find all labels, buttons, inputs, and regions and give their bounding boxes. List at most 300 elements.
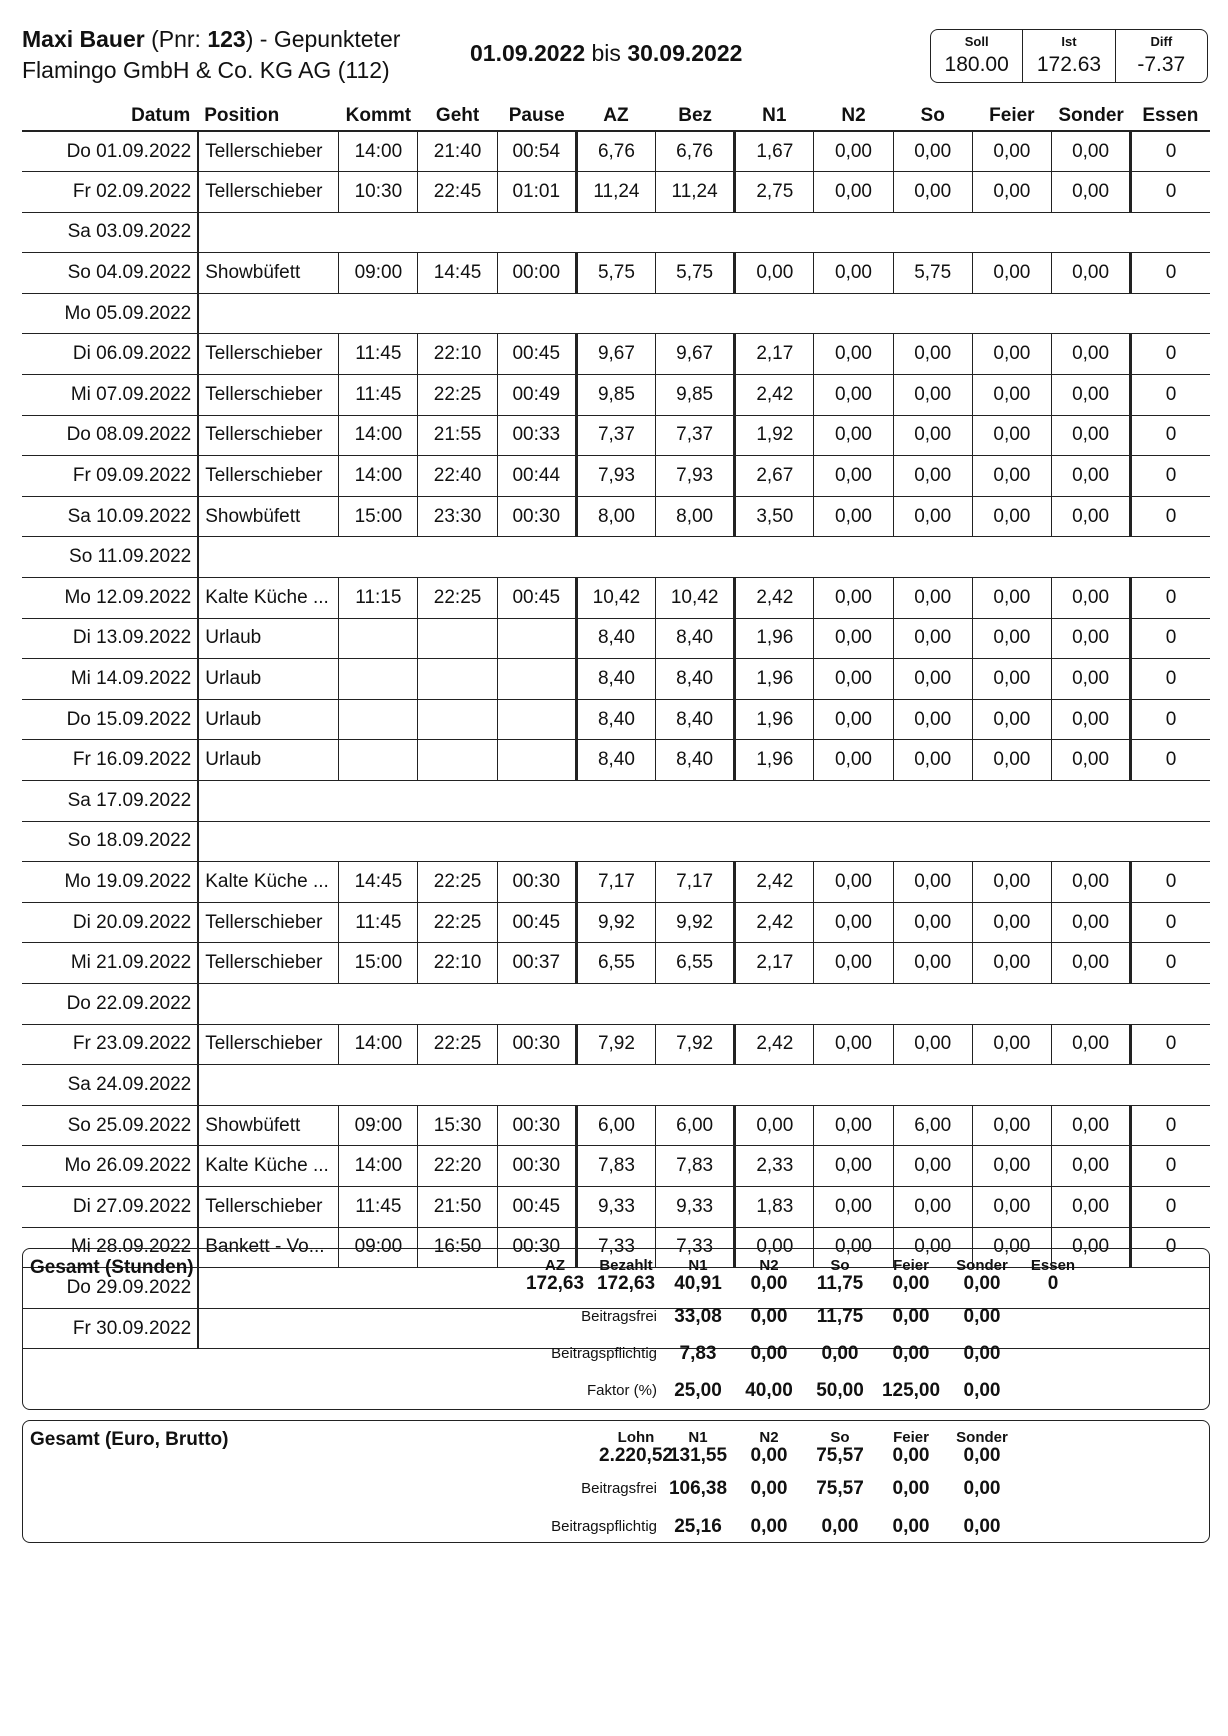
euro-beitragsfrei-label: Beitragsfrei [581, 1480, 657, 1497]
cell-datum: Sa 24.09.2022 [22, 1065, 198, 1106]
cell-feier: 0,00 [972, 334, 1051, 375]
cell-bez: 7,92 [656, 1024, 735, 1065]
cell-bez: 7,33 [656, 1227, 735, 1268]
cell-az: 8,40 [576, 699, 655, 740]
cell-sonder: 0,00 [1051, 334, 1130, 375]
cell-essen: 0 [1131, 131, 1210, 172]
cell-n2: 0,00 [814, 456, 893, 497]
cell-sonder: 0,00 [1051, 1024, 1130, 1065]
cell-pause: 00:30 [497, 862, 576, 903]
cell-position: Tellerschieber [198, 456, 339, 497]
cell-essen: 0 [1131, 943, 1210, 984]
cell-position: Bankett - Vo... [198, 1227, 339, 1268]
total-n1: N1 40,91 [674, 1257, 722, 1294]
cell-n2: 0,00 [814, 618, 893, 659]
cell-datum: Do 29.09.2022 [22, 1268, 198, 1309]
cell-so: 0,00 [893, 456, 972, 497]
cell-datum: Mi 21.09.2022 [22, 943, 198, 984]
cell-az: 9,92 [576, 902, 655, 943]
table-row [22, 334, 1210, 375]
cell-sonder: 0,00 [1051, 699, 1130, 740]
cell-geht: 21:50 [418, 1186, 497, 1227]
cell-datum: Sa 03.09.2022 [22, 212, 198, 253]
cell-bez: 7,17 [656, 862, 735, 903]
cell-kommt [339, 699, 418, 740]
table-row [22, 496, 1210, 537]
cell-n2: 0,00 [814, 253, 893, 294]
hours-faktor-so: 50,00 [816, 1380, 864, 1401]
cell-sonder: 0,00 [1051, 375, 1130, 416]
totals-hours-box [22, 1248, 1210, 1410]
cell-az: 8,40 [576, 659, 655, 700]
cell-feier: 0,00 [972, 740, 1051, 781]
cell-feier: 0,00 [972, 415, 1051, 456]
table-row [22, 781, 1210, 822]
period-to: 30.09.2022 [627, 40, 743, 66]
cell-n2: 0,00 [814, 131, 893, 172]
cell-so: 0,00 [893, 1146, 972, 1187]
cell-kommt: 09:00 [339, 1105, 418, 1146]
euro-beitragspflichtig-feier: 0,00 [892, 1516, 930, 1537]
cell-pause: 00:30 [497, 1024, 576, 1065]
cell-n1: 2,17 [735, 943, 814, 984]
soll-label: Soll [964, 34, 989, 49]
cell-geht: 22:10 [418, 334, 497, 375]
cell-az: 9,85 [576, 375, 655, 416]
total-n2: N2 0,00 [750, 1257, 788, 1294]
cell-n1: 1,96 [735, 618, 814, 659]
pnr-prefix: (Pnr: [151, 26, 208, 52]
cell-position: Urlaub [198, 699, 339, 740]
cell-datum: Fr 09.09.2022 [22, 456, 198, 497]
cell-essen: 0 [1131, 172, 1210, 213]
cell-so: 5,75 [893, 253, 972, 294]
cell-kommt: 11:45 [339, 902, 418, 943]
cell-sonder: 0,00 [1051, 659, 1130, 700]
col-header-datum: Datum [131, 105, 191, 126]
ist-label: Ist [1061, 34, 1077, 49]
cell-position: Tellerschieber [198, 1186, 339, 1227]
cell-position: Kalte Küche ... [198, 1146, 339, 1187]
table-row [22, 1186, 1210, 1227]
table-row [22, 740, 1210, 781]
cell-geht [418, 659, 497, 700]
table-row [22, 618, 1210, 659]
cell-bez: 8,00 [656, 496, 735, 537]
cell-datum: Di 27.09.2022 [22, 1186, 198, 1227]
cell-n1: 2,17 [735, 334, 814, 375]
cell-geht: 22:25 [418, 902, 497, 943]
cell-kommt: 14:00 [339, 131, 418, 172]
cell-datum: So 25.09.2022 [22, 1105, 198, 1146]
employee-header [22, 24, 462, 86]
cell-empty-day [198, 781, 1210, 822]
euro-beitragspflichtig-sonder: 0,00 [963, 1516, 1001, 1537]
cell-pause: 00:45 [497, 578, 576, 619]
total-feier: Feier 0,00 [892, 1257, 930, 1294]
cell-kommt: 14:45 [339, 862, 418, 903]
period-from: 01.09.2022 [470, 40, 586, 66]
cell-so: 0,00 [893, 415, 972, 456]
cell-az: 7,33 [576, 1227, 655, 1268]
table-header-row [22, 97, 1210, 131]
cell-n1: 1,96 [735, 659, 814, 700]
cell-position: Tellerschieber [198, 131, 339, 172]
pnr-suffix: ) - Gepunkteter [245, 26, 401, 52]
cell-kommt: 11:45 [339, 1186, 418, 1227]
table-row [22, 537, 1210, 578]
cell-bez: 11,24 [656, 172, 735, 213]
cell-feier: 0,00 [972, 496, 1051, 537]
cell-pause [497, 699, 576, 740]
cell-bez: 6,00 [656, 1105, 735, 1146]
cell-feier: 0,00 [972, 1024, 1051, 1065]
cell-az: 7,37 [576, 415, 655, 456]
cell-n2: 0,00 [814, 578, 893, 619]
diff-cell [1115, 30, 1207, 82]
col-header-position: Position [204, 105, 280, 126]
cell-feier: 0,00 [972, 172, 1051, 213]
cell-feier: 0,00 [972, 699, 1051, 740]
col-header-kommt: Kommt [345, 105, 412, 126]
cell-n2: 0,00 [814, 902, 893, 943]
cell-bez: 5,75 [656, 253, 735, 294]
total-sonder: Sonder 0,00 [956, 1257, 1008, 1294]
table-row [22, 943, 1210, 984]
cell-bez: 10,42 [656, 578, 735, 619]
cell-so: 0,00 [893, 1227, 972, 1268]
cell-kommt: 15:00 [339, 943, 418, 984]
col-header-sonder: Sonder [1058, 105, 1124, 126]
cell-so: 0,00 [893, 1186, 972, 1227]
hours-beitragspflichtig-feier: 0,00 [892, 1343, 930, 1364]
cell-feier: 0,00 [972, 253, 1051, 294]
cell-az: 7,93 [576, 456, 655, 497]
hours-beitragspflichtig-sonder: 0,00 [963, 1343, 1001, 1364]
cell-pause [497, 740, 576, 781]
euro-beitragspflichtig-n1: 25,16 [674, 1516, 722, 1537]
cell-geht: 14:45 [418, 253, 497, 294]
cell-datum: Fr 02.09.2022 [22, 172, 198, 213]
cell-n1: 2,42 [735, 902, 814, 943]
cell-n1: 1,92 [735, 415, 814, 456]
cell-az: 9,33 [576, 1186, 655, 1227]
cell-n2: 0,00 [814, 375, 893, 416]
cell-kommt: 14:00 [339, 1146, 418, 1187]
cell-datum: Mi 28.09.2022 [22, 1227, 198, 1268]
cell-az: 8,00 [576, 496, 655, 537]
cell-pause: 01:01 [497, 172, 576, 213]
ist-value: 172.63 [1036, 53, 1102, 76]
cell-geht [418, 740, 497, 781]
cell-sonder: 0,00 [1051, 1105, 1130, 1146]
cell-datum: Mi 07.09.2022 [22, 375, 198, 416]
cell-so: 0,00 [893, 618, 972, 659]
period-sep: bis [591, 40, 621, 66]
cell-essen: 0 [1131, 618, 1210, 659]
table-row [22, 983, 1210, 1024]
cell-sonder: 0,00 [1051, 740, 1130, 781]
cell-so: 0,00 [893, 862, 972, 903]
cell-sonder: 0,00 [1051, 496, 1130, 537]
cell-datum: Do 08.09.2022 [22, 415, 198, 456]
hours-summary-box [930, 29, 1208, 83]
cell-feier: 0,00 [972, 131, 1051, 172]
cell-n2: 0,00 [814, 740, 893, 781]
cell-datum: Sa 17.09.2022 [22, 781, 198, 822]
euro-beitragspflichtig-n2: 0,00 [750, 1516, 788, 1537]
employee-name: Maxi Bauer [22, 26, 145, 52]
soll-value: 180.00 [944, 53, 1009, 76]
company-name: Flamingo GmbH & Co. KG AG (112) [22, 57, 390, 83]
cell-pause: 00:30 [497, 1227, 576, 1268]
cell-bez: 9,85 [656, 375, 735, 416]
cell-datum: Do 01.09.2022 [22, 131, 198, 172]
cell-bez: 7,37 [656, 415, 735, 456]
cell-n1: 2,67 [735, 456, 814, 497]
total-az: AZ 172,63 [525, 1257, 585, 1294]
euro-feier: Feier 0,00 [892, 1429, 930, 1466]
col-header-geht: Geht [435, 105, 480, 126]
cell-sonder: 0,00 [1051, 172, 1130, 213]
cell-datum: Fr 23.09.2022 [22, 1024, 198, 1065]
cell-datum: Mi 14.09.2022 [22, 659, 198, 700]
cell-n2: 0,00 [814, 659, 893, 700]
table-row [22, 699, 1210, 740]
cell-bez: 9,67 [656, 334, 735, 375]
table-row [22, 415, 1210, 456]
cell-essen: 0 [1131, 375, 1210, 416]
soll-cell [931, 30, 1022, 82]
cell-az: 6,00 [576, 1105, 655, 1146]
table-row [22, 293, 1210, 334]
hours-faktor-n2: 40,00 [745, 1380, 793, 1401]
cell-n2: 0,00 [814, 1186, 893, 1227]
cell-bez: 6,55 [656, 943, 735, 984]
col-header-feier: Feier [989, 105, 1035, 126]
euro-beitragsfrei-so: 75,57 [816, 1478, 864, 1499]
cell-n2: 0,00 [814, 334, 893, 375]
cell-essen: 0 [1131, 1024, 1210, 1065]
cell-so: 0,00 [893, 578, 972, 619]
cell-geht: 22:40 [418, 456, 497, 497]
cell-kommt: 10:30 [339, 172, 418, 213]
table-row [22, 821, 1210, 862]
cell-n2: 0,00 [814, 496, 893, 537]
cell-kommt: 15:00 [339, 496, 418, 537]
hours-beitragsfrei-label: Beitragsfrei [581, 1308, 657, 1325]
timesheet-table [22, 97, 1210, 1349]
cell-feier: 0,00 [972, 578, 1051, 619]
cell-so: 0,00 [893, 1024, 972, 1065]
cell-pause: 00:33 [497, 415, 576, 456]
cell-geht: 22:25 [418, 578, 497, 619]
cell-geht: 15:30 [418, 1105, 497, 1146]
euro-n2: N2 0,00 [750, 1429, 788, 1466]
cell-essen: 0 [1131, 415, 1210, 456]
cell-datum: So 04.09.2022 [22, 253, 198, 294]
euro-beitragsfrei-feier: 0,00 [892, 1478, 930, 1499]
cell-sonder: 0,00 [1051, 131, 1130, 172]
cell-essen: 0 [1131, 862, 1210, 903]
cell-kommt: 09:00 [339, 1227, 418, 1268]
hours-beitragspflichtig-n1: 7,83 [679, 1343, 717, 1364]
hours-beitragspflichtig-label: Beitragspflichtig [551, 1345, 657, 1362]
cell-n1: 1,96 [735, 699, 814, 740]
cell-datum: Mo 19.09.2022 [22, 862, 198, 903]
cell-kommt [339, 618, 418, 659]
cell-kommt: 14:00 [339, 456, 418, 497]
euro-n1: N1 131,55 [668, 1429, 728, 1466]
cell-n1: 2,42 [735, 1024, 814, 1065]
total-essen: Essen 0 [1030, 1257, 1076, 1294]
cell-essen: 0 [1131, 902, 1210, 943]
cell-feier: 0,00 [972, 902, 1051, 943]
cell-n2: 0,00 [814, 699, 893, 740]
cell-bez: 6,76 [656, 131, 735, 172]
totals-euro-title: Gesamt (Euro, Brutto) [30, 1429, 229, 1450]
cell-pause: 00:45 [497, 1186, 576, 1227]
cell-n1: 3,50 [735, 496, 814, 537]
cell-n2: 0,00 [814, 172, 893, 213]
cell-position: Kalte Küche ... [198, 862, 339, 903]
cell-position: Showbüfett [198, 496, 339, 537]
cell-so: 0,00 [893, 740, 972, 781]
cell-n2: 0,00 [814, 415, 893, 456]
cell-pause [497, 618, 576, 659]
cell-feier: 0,00 [972, 456, 1051, 497]
table-row [22, 1105, 1210, 1146]
totals-euro-box [22, 1420, 1210, 1543]
table-row [22, 1065, 1210, 1106]
cell-n1: 1,83 [735, 1186, 814, 1227]
cell-n1: 1,67 [735, 131, 814, 172]
hours-beitragsfrei-n2: 0,00 [750, 1306, 788, 1327]
cell-kommt [339, 659, 418, 700]
cell-kommt: 14:00 [339, 415, 418, 456]
table-row [22, 862, 1210, 903]
cell-geht [418, 699, 497, 740]
cell-pause: 00:44 [497, 456, 576, 497]
cell-position: Tellerschieber [198, 415, 339, 456]
cell-datum: Fr 30.09.2022 [22, 1308, 198, 1349]
col-header-so: So [920, 105, 945, 126]
cell-datum: Mo 12.09.2022 [22, 578, 198, 619]
cell-geht: 23:30 [418, 496, 497, 537]
cell-pause: 00:37 [497, 943, 576, 984]
cell-n2: 0,00 [814, 943, 893, 984]
cell-position: Urlaub [198, 618, 339, 659]
cell-datum: Di 20.09.2022 [22, 902, 198, 943]
cell-n1: 2,33 [735, 1146, 814, 1187]
cell-az: 8,40 [576, 618, 655, 659]
pnr-number: 123 [207, 26, 246, 52]
hours-faktor-label: Faktor (%) [586, 1382, 657, 1399]
hours-faktor-n1: 25,00 [674, 1380, 722, 1401]
cell-datum: Do 22.09.2022 [22, 983, 198, 1024]
cell-kommt: 14:00 [339, 1024, 418, 1065]
cell-az: 9,67 [576, 334, 655, 375]
euro-beitragsfrei-sonder: 0,00 [963, 1478, 1001, 1499]
cell-essen: 0 [1131, 496, 1210, 537]
cell-kommt: 11:45 [339, 334, 418, 375]
cell-n1: 0,00 [735, 1105, 814, 1146]
hours-faktor-sonder: 0,00 [963, 1380, 1001, 1401]
cell-essen: 0 [1131, 659, 1210, 700]
cell-kommt: 11:15 [339, 578, 418, 619]
col-header-bez: Bez [678, 105, 713, 126]
cell-so: 0,00 [893, 496, 972, 537]
cell-position: Showbüfett [198, 1105, 339, 1146]
cell-geht: 16:50 [418, 1227, 497, 1268]
cell-essen: 0 [1131, 740, 1210, 781]
cell-bez: 8,40 [656, 618, 735, 659]
cell-feier: 0,00 [972, 943, 1051, 984]
cell-feier: 0,00 [972, 1186, 1051, 1227]
cell-n1: 2,42 [735, 375, 814, 416]
cell-position: Tellerschieber [198, 1024, 339, 1065]
cell-so: 0,00 [893, 131, 972, 172]
total-so: So 11,75 [816, 1257, 864, 1294]
cell-geht [418, 618, 497, 659]
cell-so: 0,00 [893, 902, 972, 943]
cell-kommt [339, 740, 418, 781]
diff-label: Diff [1150, 34, 1173, 49]
cell-n2: 0,00 [814, 1024, 893, 1065]
cell-empty-day [198, 537, 1210, 578]
cell-bez: 9,92 [656, 902, 735, 943]
cell-essen: 0 [1131, 253, 1210, 294]
hours-beitragsfrei-so: 11,75 [816, 1306, 864, 1327]
table-row [22, 1146, 1210, 1187]
cell-position: Tellerschieber [198, 902, 339, 943]
cell-feier: 0,00 [972, 659, 1051, 700]
cell-datum: So 11.09.2022 [22, 537, 198, 578]
cell-position: Urlaub [198, 740, 339, 781]
cell-so: 0,00 [893, 659, 972, 700]
period [470, 40, 742, 67]
col-header-az: AZ [603, 105, 629, 126]
cell-feier: 0,00 [972, 1146, 1051, 1187]
table-row [22, 578, 1210, 619]
cell-position: Tellerschieber [198, 943, 339, 984]
table-row [22, 253, 1210, 294]
cell-essen: 0 [1131, 456, 1210, 497]
cell-empty-day [198, 983, 1210, 1024]
cell-datum: Sa 10.09.2022 [22, 496, 198, 537]
cell-sonder: 0,00 [1051, 1227, 1130, 1268]
table-row [22, 456, 1210, 497]
table-row [22, 1024, 1210, 1065]
cell-datum: Di 13.09.2022 [22, 618, 198, 659]
cell-empty-day [198, 1065, 1210, 1106]
euro-beitragspflichtig-so: 0,00 [821, 1516, 859, 1537]
cell-geht: 22:20 [418, 1146, 497, 1187]
total-bezahlt: Bezahlt 172,63 [596, 1257, 656, 1294]
euro-beitragsfrei-n2: 0,00 [750, 1478, 788, 1499]
table-row [22, 375, 1210, 416]
cell-so: 0,00 [893, 699, 972, 740]
cell-feier: 0,00 [972, 1105, 1051, 1146]
cell-sonder: 0,00 [1051, 618, 1130, 659]
cell-position: Tellerschieber [198, 172, 339, 213]
euro-lohn: Lohn 2.220,52 [599, 1429, 673, 1466]
cell-sonder: 0,00 [1051, 578, 1130, 619]
cell-essen: 0 [1131, 1227, 1210, 1268]
hours-beitragsfrei-n1: 33,08 [674, 1306, 722, 1327]
cell-so: 0,00 [893, 172, 972, 213]
cell-bez: 8,40 [656, 659, 735, 700]
